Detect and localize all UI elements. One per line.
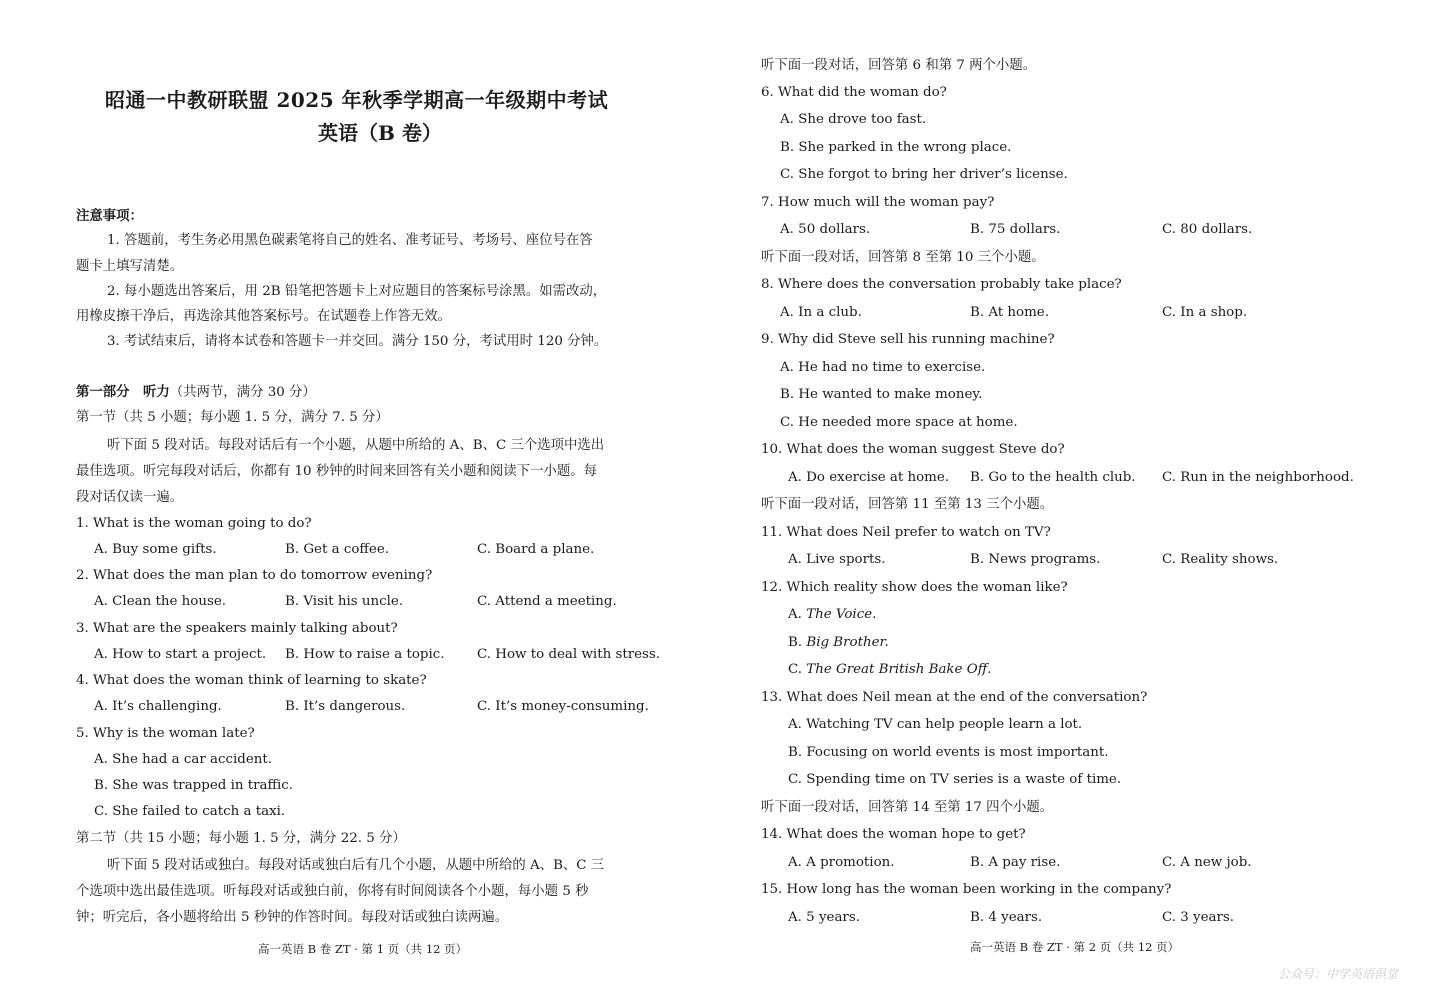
q12-option-c-prefix: C.: [788, 662, 807, 677]
q9-option-b: B. He wanted to make money.: [780, 387, 983, 402]
q14-option-c: C. A new job.: [1162, 855, 1252, 870]
question-3: 3. What are the speakers mainly talking about?: [76, 621, 398, 636]
notice-1b: 题卡上填写清楚。: [76, 259, 184, 274]
question-4: 4. What does the woman think of learning to skate?: [76, 673, 427, 688]
q5-option-a: A. She had a car accident.: [94, 752, 273, 767]
q12-option-b: [788, 634, 889, 652]
q5-option-b: B. She was trapped in traffic.: [94, 778, 294, 793]
q1-option-b: B. Get a coffee.: [285, 542, 390, 557]
section2-title: 第二节（共 15 小题；每小题 1. 5 分，满分 22. 5 分）: [76, 831, 406, 846]
q4-option-b: B. It’s dangerous.: [285, 699, 406, 714]
q8-option-b: B. At home.: [970, 305, 1049, 320]
watermark: 公众号：中学英语俱堂: [1277, 967, 1398, 981]
q13-option-a: A. Watching TV can help people learn a lot.: [788, 717, 1083, 732]
q13-option-c: C. Spending time on TV series is a waste of time.: [788, 772, 1122, 787]
q1-option-a: A. Buy some gifts.: [94, 542, 217, 557]
page-1-footer: 高一英语 B 卷 ZT · 第 1 页（共 12 页）: [258, 942, 468, 956]
q12-option-c-text: The Great British Bake Off.: [806, 662, 992, 677]
section2-instr-a: 听下面 5 段对话或独白。每段对话或独白后有几个小题，从题中所给的 A、B、C 三: [107, 858, 605, 873]
question-9: 9. Why did Steve sell his running machine?: [761, 332, 1055, 347]
q6-option-b: B. She parked in the wrong place.: [780, 140, 1012, 155]
q8-option-a: A. In a club.: [780, 305, 862, 320]
q8-option-c: C. In a shop.: [1162, 305, 1248, 320]
group-intro-8-10: 听下面一段对话，回答第 8 至第 10 三个小题。: [761, 250, 1045, 265]
q7-option-c: C. 80 dollars.: [1162, 222, 1253, 237]
q12-option-c: [788, 661, 991, 679]
question-6: 6. What did the woman do?: [761, 85, 947, 100]
notice-1a: 1. 答题前，考生务必用黑色碳素笔将自己的姓名、准考证号、考场号、座位号在答: [107, 233, 593, 248]
q10-option-a: A. Do exercise at home.: [788, 470, 950, 485]
q7-option-b: B. 75 dollars.: [970, 222, 1061, 237]
section1-instr-a: 听下面 5 段对话。每段对话后有一个小题，从题中所给的 A、B、C 三个选项中选出: [107, 438, 605, 453]
part1-title: 第一部分 听力: [76, 384, 170, 400]
q12-option-b-prefix: B.: [788, 635, 807, 650]
q11-option-c: C. Reality shows.: [1162, 552, 1279, 567]
q15-option-b: B. 4 years.: [970, 910, 1043, 925]
q2-option-a: A. Clean the house.: [94, 594, 227, 609]
question-14: 14. What does the woman hope to get?: [761, 827, 1026, 842]
part1-note: （共两节，满分 30 分）: [169, 385, 316, 400]
group-intro-11-13: 听下面一段对话，回答第 11 至第 13 三个小题。: [761, 497, 1054, 512]
q14-option-a: A. A promotion.: [788, 855, 895, 870]
q2-option-c: C. Attend a meeting.: [477, 594, 617, 609]
q10-option-c: C. Run in the neighborhood.: [1162, 470, 1354, 485]
exam-subtitle: 英语（B 卷）: [318, 121, 442, 145]
q7-option-a: A. 50 dollars.: [780, 222, 871, 237]
q1-option-c: C. Board a plane.: [477, 542, 595, 557]
section2-instr-b: 个选项中选出最佳选项。听每段对话或独白前，你将有时间阅读各个小题，每小题 5 秒: [76, 884, 589, 899]
section2-instr-c: 钟；听完后，各小题将给出 5 秒钟的作答时间。每段对话或独白读两遍。: [76, 910, 509, 925]
q15-option-a: A. 5 years.: [788, 910, 860, 925]
question-1: 1. What is the woman going to do?: [76, 516, 312, 531]
group-intro-14-17: 听下面一段对话，回答第 14 至第 17 四个小题。: [761, 800, 1054, 815]
question-5: 5. Why is the woman late?: [76, 726, 255, 741]
q10-option-b: B. Go to the health club.: [970, 470, 1136, 485]
question-7: 7. How much will the woman pay?: [761, 195, 995, 210]
q6-option-a: A. She drove too fast.: [780, 112, 927, 127]
q5-option-c: C. She failed to catch a taxi.: [94, 804, 286, 819]
q2-option-b: B. Visit his uncle.: [285, 594, 404, 609]
question-8: 8. Where does the conversation probably take place?: [761, 277, 1122, 292]
exam-title: 昭通一中教研联盟 2025 年秋季学期高一年级期中考试: [105, 88, 609, 112]
q3-option-a: A. How to start a project.: [94, 647, 267, 662]
question-11: 11. What does Neil prefer to watch on TV?: [761, 525, 1051, 540]
question-10: 10. What does the woman suggest Steve do?: [761, 442, 1065, 457]
q3-option-b: B. How to raise a topic.: [285, 647, 445, 662]
section1-title: 第一节（共 5 小题；每小题 1. 5 分，满分 7. 5 分）: [76, 410, 389, 425]
q13-option-b: B. Focusing on world events is most important.: [788, 745, 1109, 760]
q12-option-b-text: Big Brother.: [806, 635, 889, 650]
notice-2b: 用橡皮擦干净后，再选涂其他答案标号。在试题卷上作答无效。: [76, 309, 451, 324]
page-2: [728, 0, 1456, 1002]
part1-heading: [76, 383, 316, 402]
notice-2a: 2. 每小题选出答案后，用 2B 铅笔把答题卡上对应题目的答案标号涂黑。如需改动，: [107, 284, 607, 299]
q4-option-a: A. It’s challenging.: [94, 699, 222, 714]
q9-option-a: A. He had no time to exercise.: [780, 360, 986, 375]
notice-heading: 注意事项：: [76, 208, 143, 224]
q6-option-c: C. She forgot to bring her driver’s license.: [780, 167, 1068, 182]
question-13: 13. What does Neil mean at the end of the conversation?: [761, 690, 1148, 705]
question-15: 15. How long has the woman been working in the company?: [761, 882, 1172, 897]
q4-option-c: C. It’s money-consuming.: [477, 699, 649, 714]
group-intro-6-7: 听下面一段对话，回答第 6 和第 7 两个小题。: [761, 58, 1037, 73]
q12-option-a: [788, 606, 876, 624]
q9-option-c: C. He needed more space at home.: [780, 415, 1018, 430]
q12-option-a-prefix: A.: [788, 607, 807, 622]
section1-instr-c: 段对话仅读一遍。: [76, 490, 184, 505]
q14-option-b: B. A pay rise.: [970, 855, 1061, 870]
q11-option-a: A. Live sports.: [788, 552, 886, 567]
question-12: 12. Which reality show does the woman like?: [761, 580, 1068, 595]
q3-option-c: C. How to deal with stress.: [477, 647, 661, 662]
section1-instr-b: 最佳选项。听完每段对话后，你都有 10 秒钟的时间来回答有关小题和阅读下一小题。每: [76, 464, 598, 479]
notice-3: 3. 考试结束后，请将本试卷和答题卡一并交回。满分 150 分，考试用时 120 分钟。: [107, 334, 608, 349]
page-2-footer: 高一英语 B 卷 ZT · 第 2 页（共 12 页）: [970, 940, 1180, 954]
q11-option-b: B. News programs.: [970, 552, 1101, 567]
question-2: 2. What does the man plan to do tomorrow evening?: [76, 568, 433, 583]
q15-option-c: C. 3 years.: [1162, 910, 1235, 925]
q12-option-a-text: The Voice.: [806, 607, 877, 622]
